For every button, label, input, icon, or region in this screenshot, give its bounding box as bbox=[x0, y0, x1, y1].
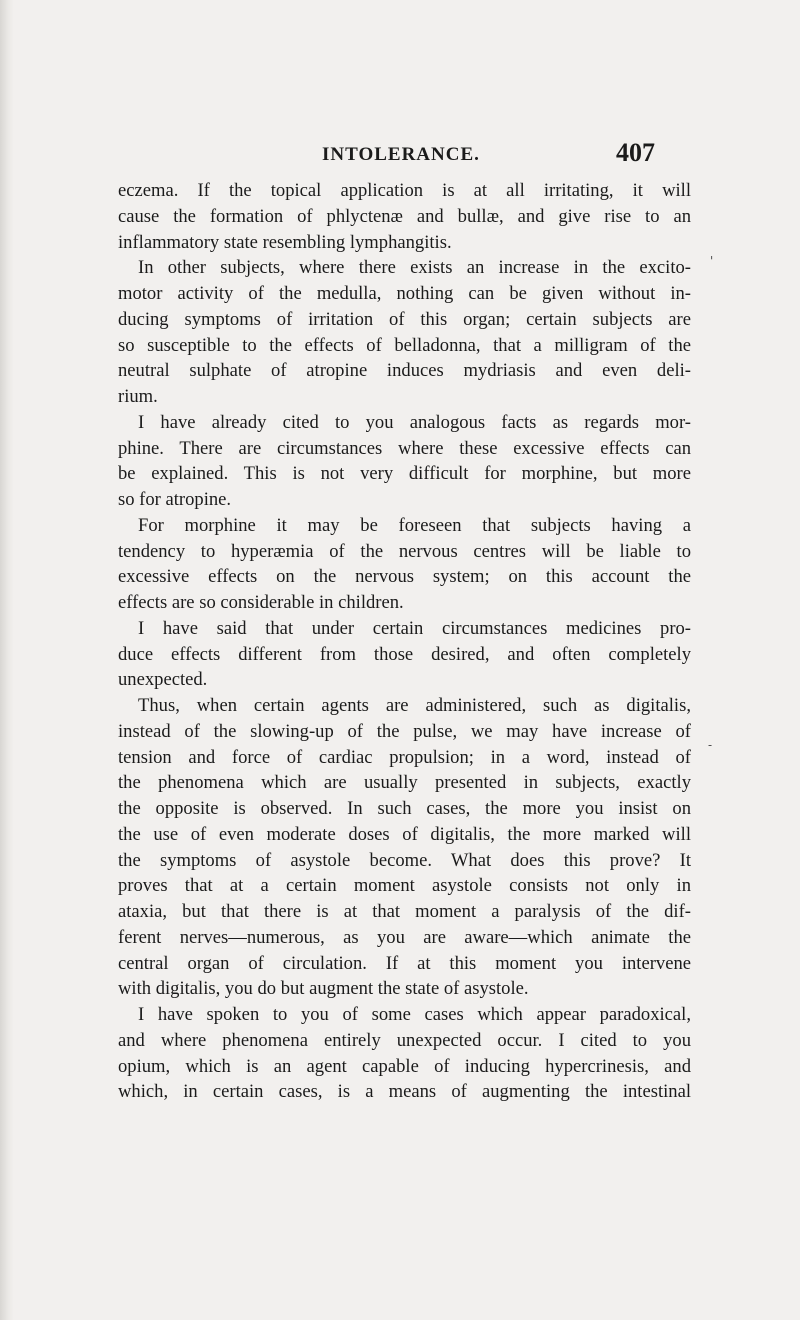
text-line: duce effects different from those desired, and often completely bbox=[118, 643, 691, 665]
text-line: the opposite is observed. In such cases, the more you insist on bbox=[118, 798, 691, 819]
text-line: so for atropine. bbox=[118, 489, 232, 510]
text-line: which, in certain cases, is a means of augmenting the intestinal bbox=[118, 1081, 691, 1103]
text-line: and where phenomena entirely unexpected occur. I cited to you bbox=[118, 1029, 691, 1051]
text-line: For morphine it may be foreseen that subjects having a bbox=[138, 514, 691, 536]
text-line: the use of even moderate doses of digitalis, the more marked will bbox=[118, 823, 691, 845]
text-line: so susceptible to the effects of belladonna, that a milligram of the bbox=[118, 334, 691, 356]
text-line: cause the formation of phlyctenæ and bullæ, and give rise to an bbox=[118, 205, 691, 227]
text-line: tendency to hyperæmia of the nervous centres will be liable to bbox=[118, 540, 691, 562]
text-line: ataxia, but that there is at that moment a paralysis of the dif- bbox=[118, 901, 691, 922]
text-line: ferent nerves—numerous, as you are aware—which animate the bbox=[118, 926, 691, 948]
running-title: INTOLERANCE. bbox=[322, 144, 480, 165]
text-line: I have said that under certain circumstances medicines pro- bbox=[138, 617, 691, 639]
running-header bbox=[0, 138, 800, 178]
text-line: the symptoms of asystole become. What does this prove? It bbox=[118, 849, 691, 871]
text-line: opium, which is an agent capable of inducing hypercrinesis, and bbox=[118, 1055, 691, 1077]
text-line: Thus, when certain agents are administered, such as digitalis, bbox=[138, 695, 691, 716]
text-line: rium. bbox=[118, 386, 158, 407]
page-edge-shadow bbox=[0, 0, 14, 1320]
text-line: tension and force of cardiac propulsion; in a word, instead of bbox=[118, 746, 691, 768]
text-line: with digitalis, you do but augment the state of asystole. bbox=[118, 978, 529, 1000]
text-line: eczema. If the topical application is at all irritating, it will bbox=[118, 180, 691, 201]
text-line: effects are so considerable in children. bbox=[118, 592, 404, 613]
text-line: central organ of circulation. If at this moment you intervene bbox=[118, 952, 691, 974]
text-line: ducing symptoms of irritation of this organ; certain subjects are bbox=[118, 308, 691, 330]
text-line: In other subjects, where there exists an increase in the excito- bbox=[138, 257, 691, 279]
text-line: unexpected. bbox=[118, 669, 208, 691]
body-text bbox=[118, 178, 691, 1105]
text-line: excessive effects on the nervous system; on this account the bbox=[118, 566, 691, 588]
page-number: 407 bbox=[616, 138, 655, 167]
text-line: phine. There are circumstances where these excessive effects can bbox=[118, 437, 691, 459]
text-line: instead of the slowing-up of the pulse, we may have increase of bbox=[118, 720, 691, 742]
text-line: I have spoken to you of some cases which appear paradoxical, bbox=[138, 1004, 691, 1025]
text-line: motor activity of the medulla, nothing can be given without in- bbox=[118, 283, 691, 304]
text-line: neutral sulphate of atropine induces mydriasis and even deli- bbox=[118, 360, 691, 382]
margin-speck: ' bbox=[710, 254, 714, 268]
margin-speck: - bbox=[708, 738, 713, 752]
text-line: the phenomena which are usually presented in subjects, exactly bbox=[118, 772, 691, 794]
text-line: proves that at a certain moment asystole consists not only in bbox=[118, 875, 691, 897]
text-line: I have already cited to you analogous facts as regards mor- bbox=[138, 411, 691, 433]
text-line: be explained. This is not very difficult for morphine, but more bbox=[118, 463, 691, 485]
text-line: inflammatory state resembling lymphangitis. bbox=[118, 231, 452, 253]
